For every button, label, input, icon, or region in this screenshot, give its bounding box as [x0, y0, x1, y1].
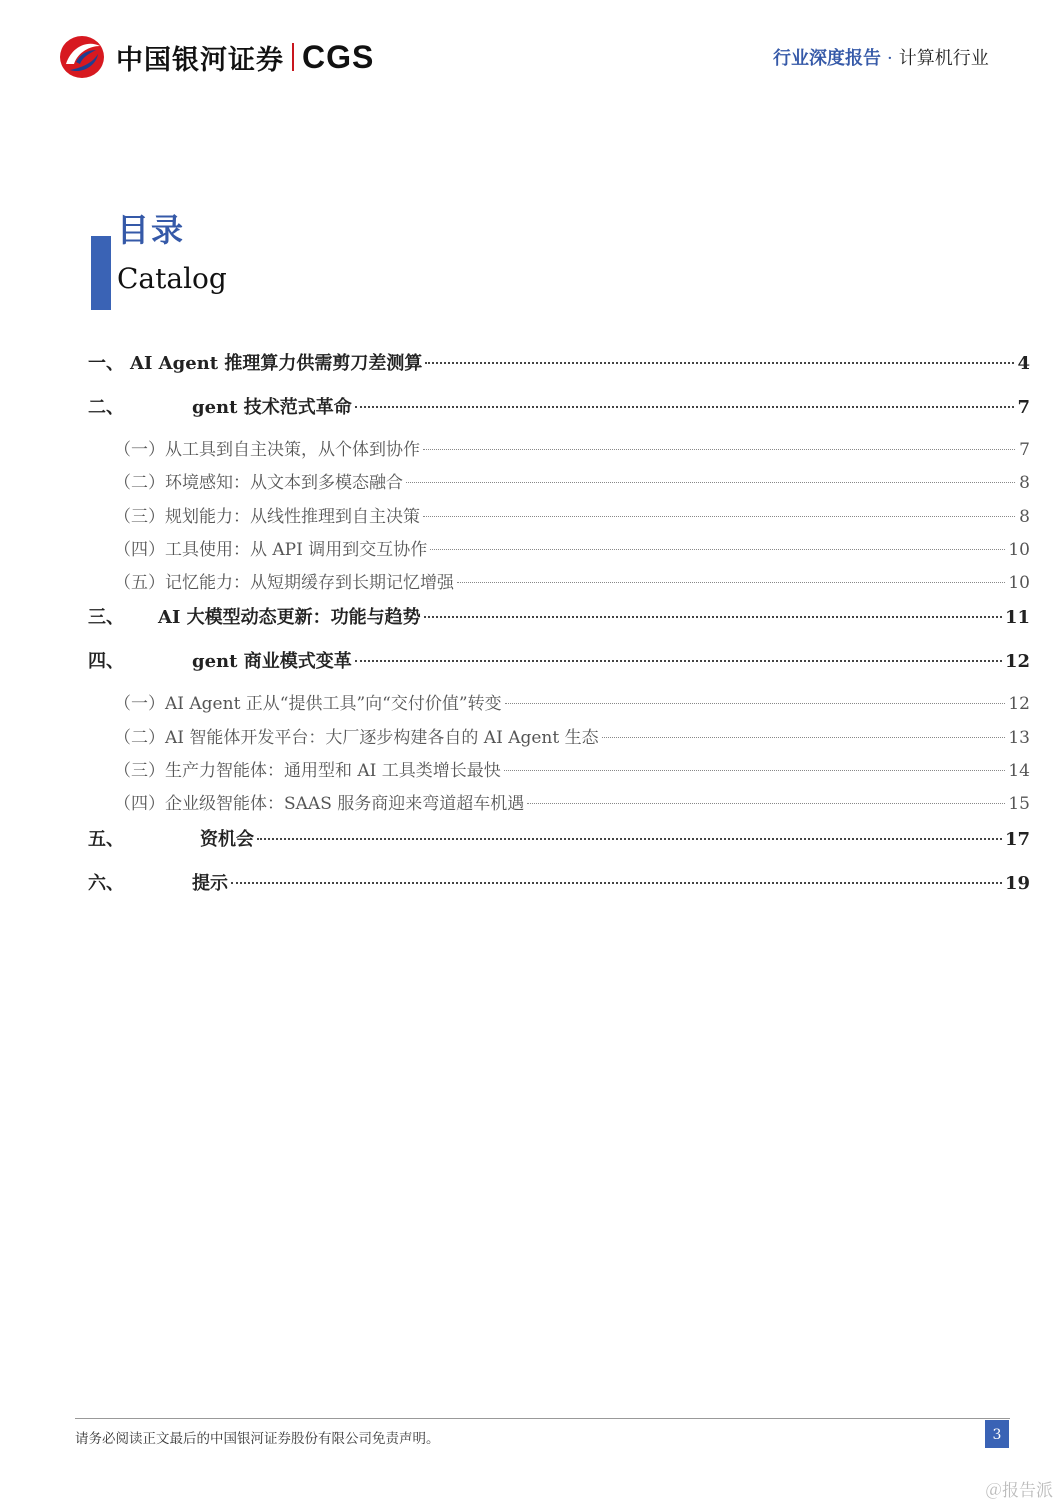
- toc-entry-title: 企业级智能体：SAAS 服务商迎来弯道超车机遇: [165, 794, 525, 815]
- catalog-accent-bar: [91, 236, 111, 310]
- toc-dot-leader: [231, 881, 1002, 884]
- toc-entry-number: （三）: [114, 506, 165, 527]
- logo-english-name: CGS: [302, 38, 375, 75]
- toc-dot-leader: [423, 448, 1015, 450]
- toc-dot-leader: [504, 769, 1006, 771]
- toc-dot-leader: [355, 405, 1015, 408]
- toc-subsection-entry[interactable]: [88, 534, 1030, 567]
- toc-page-number: 12: [1004, 651, 1030, 673]
- toc-section-entry[interactable]: [88, 822, 1030, 866]
- toc-entry-number: （四）: [114, 794, 165, 815]
- toc-entry-title: AI 大模型动态更新：功能与趋势: [158, 607, 421, 629]
- toc-entry-title: gent 商业模式变革: [192, 651, 352, 673]
- toc-dot-leader: [505, 702, 1006, 704]
- toc-entry-title: AI 智能体开发平台：大厂逐步构建各自的 AI Agent 生态: [165, 727, 599, 748]
- toc-entry-number: 一、: [88, 353, 124, 374]
- toc-section-entry[interactable]: [88, 390, 1030, 434]
- toc-dot-leader: [406, 481, 1015, 483]
- toc-subsection-entry[interactable]: [88, 788, 1030, 821]
- toc-entry-title: 规划能力：从线性推理到自主决策: [165, 506, 420, 527]
- toc-section-entry[interactable]: [88, 866, 1030, 910]
- toc-page-number: 14: [1008, 761, 1030, 782]
- toc-page-number: 8: [1019, 506, 1030, 527]
- toc-entry-title: AI Agent 推理算力供需剪刀差测算: [130, 353, 423, 374]
- toc-entry-title: AI Agent 正从“提供工具”向“交付价值”转变: [165, 694, 502, 715]
- toc-entry-number: （二）: [114, 473, 165, 494]
- toc-dot-leader: [457, 581, 1005, 583]
- toc-page-number: 13: [1008, 727, 1030, 748]
- header-separator: ·: [887, 48, 893, 69]
- toc-entry-title: 工具使用：从 API 调用到交互协作: [165, 539, 428, 560]
- toc-page-number: 15: [1008, 794, 1030, 815]
- toc-page-number: 11: [1004, 607, 1030, 629]
- toc-section-entry[interactable]: [88, 600, 1030, 644]
- toc-entry-title: 记忆能力：从短期缓存到长期记忆增强: [165, 573, 454, 594]
- page-number: 3: [985, 1420, 1009, 1448]
- toc-entry-number: （一）: [114, 694, 165, 715]
- toc-subsection-entry[interactable]: [88, 755, 1030, 788]
- toc-page-number: 12: [1008, 694, 1030, 715]
- toc-entry-title: 生产力智能体：通用型和 AI 工具类增长最快: [165, 761, 501, 782]
- catalog-title-en: Catalog: [117, 262, 227, 295]
- toc-dot-leader: [425, 361, 1014, 364]
- logo-chinese-name: 中国银河证券: [116, 44, 284, 76]
- cgs-logo-icon: [58, 34, 106, 80]
- table-of-contents: [88, 346, 1030, 910]
- toc-page-number: 17: [1004, 828, 1030, 850]
- footer-divider: [75, 1418, 1010, 1419]
- toc-subsection-entry[interactable]: [88, 434, 1030, 467]
- toc-section-entry[interactable]: [88, 346, 1030, 390]
- toc-entry-number: 四、: [88, 651, 124, 673]
- toc-subsection-entry[interactable]: [88, 567, 1030, 600]
- company-logo: [58, 34, 374, 80]
- toc-dot-leader: [423, 515, 1015, 517]
- toc-dot-leader: [257, 837, 1002, 840]
- toc-page-number: 10: [1008, 539, 1030, 560]
- toc-entry-number: 三、: [88, 607, 124, 629]
- toc-page-number: 10: [1008, 573, 1030, 594]
- toc-entry-number: （一）: [114, 440, 165, 460]
- report-type: 行业深度报告: [773, 48, 881, 69]
- toc-entry-number: 二、: [88, 397, 124, 418]
- toc-entry-title: 环境感知：从文本到多模态融合: [165, 473, 403, 494]
- toc-page-number: 4: [1017, 353, 1030, 374]
- toc-entry-title: 从工具到自主决策，从个体到协作: [165, 440, 420, 460]
- catalog-title-cn: 目录: [117, 211, 186, 249]
- watermark: ＠报告派: [985, 1481, 1053, 1501]
- toc-page-number: 7: [1017, 397, 1030, 418]
- report-header: [773, 44, 1003, 70]
- toc-subsection-entry[interactable]: [88, 501, 1030, 534]
- toc-subsection-entry[interactable]: [88, 722, 1030, 755]
- toc-entry-title: 提示: [192, 872, 228, 894]
- toc-dot-leader: [430, 548, 1005, 550]
- toc-entry-number: （三）: [114, 761, 165, 782]
- toc-dot-leader: [355, 659, 1002, 662]
- footer-disclaimer: 请务必阅读正文最后的中国银河证券股份有限公司免责声明。: [75, 1431, 440, 1447]
- toc-entry-title: 资机会: [200, 828, 254, 850]
- toc-dot-leader: [424, 615, 1002, 618]
- toc-entry-title: gent 技术范式革命: [192, 397, 352, 418]
- toc-entry-number: （二）: [114, 727, 165, 748]
- toc-page-number: 19: [1004, 872, 1030, 894]
- toc-subsection-entry[interactable]: [88, 688, 1030, 721]
- toc-entry-number: 六、: [88, 872, 124, 894]
- toc-dot-leader: [527, 802, 1005, 804]
- toc-entry-number: （四）: [114, 539, 165, 560]
- toc-page-number: 8: [1019, 473, 1030, 494]
- toc-entry-number: （五）: [114, 573, 165, 594]
- toc-section-entry[interactable]: [88, 644, 1030, 688]
- toc-subsection-entry[interactable]: [88, 467, 1030, 500]
- industry-label: 计算机行业: [898, 48, 989, 69]
- toc-entry-number: 五、: [88, 828, 124, 850]
- logo-divider: [292, 43, 294, 71]
- toc-page-number: 7: [1019, 440, 1030, 460]
- toc-dot-leader: [602, 736, 1006, 738]
